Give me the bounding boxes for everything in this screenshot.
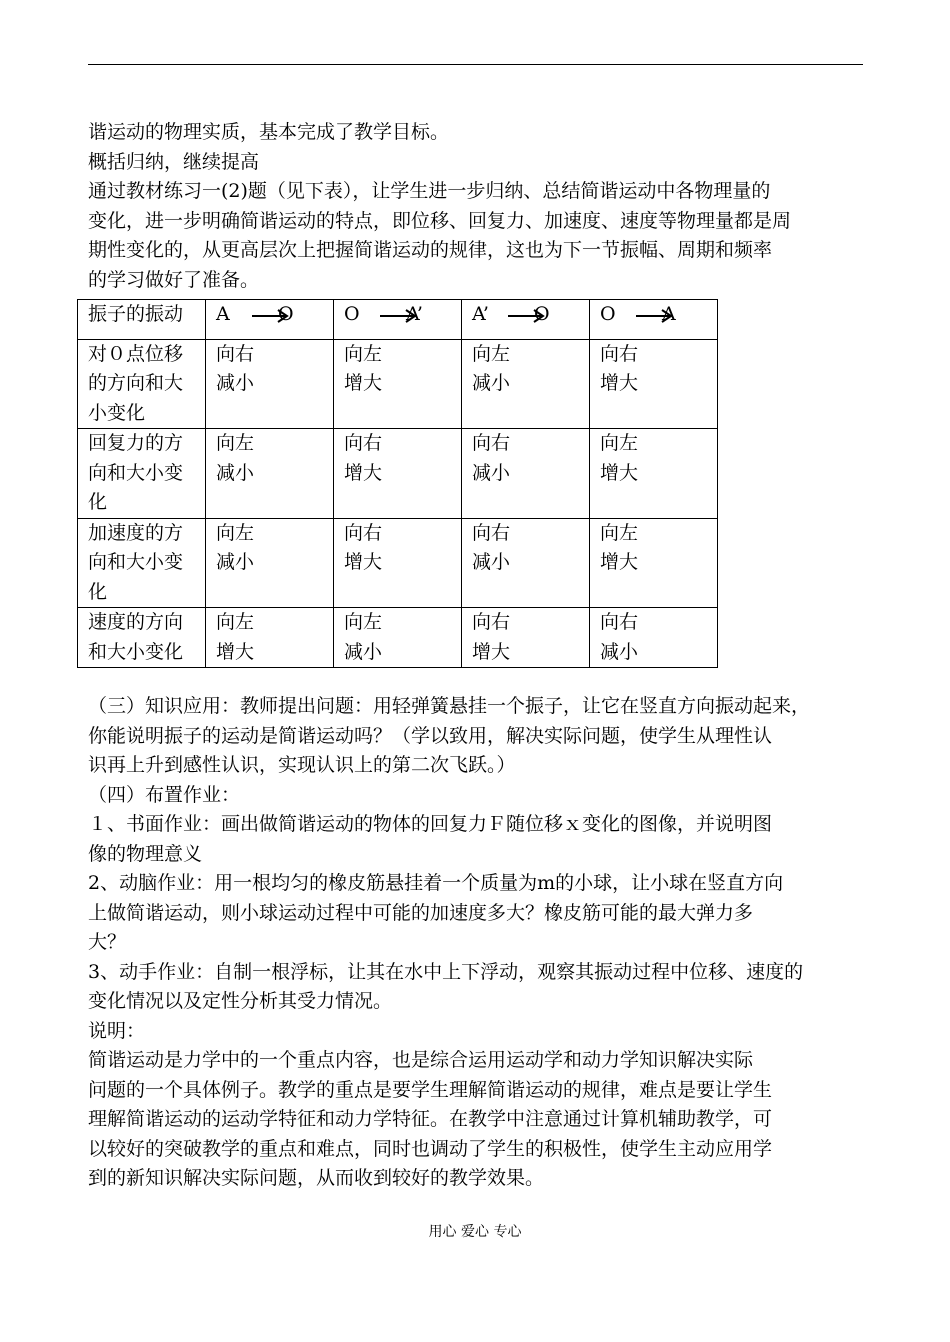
cell-direction: 向右	[472, 432, 511, 454]
table-cell	[334, 518, 462, 608]
intro-line: 变化，进一步明确简谐运动的特点，即位移、回复力、加速度、速度等物理量都是周	[88, 209, 792, 232]
direction-to: A’	[406, 303, 423, 325]
row-label-line: 回复力的方	[88, 432, 184, 454]
cell-magnitude: 减小	[472, 372, 511, 394]
table-cell	[206, 518, 334, 608]
body-line: （四）布置作业：	[88, 783, 241, 806]
cell-magnitude: 增大	[600, 372, 639, 394]
cell-direction: 向右	[216, 342, 255, 365]
body-line: （三）知识应用：教师提出问题：用轻弹簧悬挂一个振子，让它在竖直方向振动起来，	[88, 695, 811, 717]
body-line: 到的新知识解决实际问题，从而收到较好的教学效果。	[88, 1167, 545, 1189]
body-paragraph	[88, 692, 863, 1194]
cell-magnitude: 减小	[600, 640, 639, 663]
cell-magnitude: 减小	[472, 551, 511, 573]
cell-magnitude: 增大	[344, 461, 383, 484]
cell-magnitude: 减小	[216, 551, 255, 573]
body-line: 2、动脑作业：用一根均匀的橡皮筋悬挂着一个质量为m的小球，让小球在竖直方向	[88, 872, 784, 894]
table-cell	[334, 608, 462, 668]
table-header-row	[78, 300, 718, 340]
row-label-line: 向和大小变	[88, 461, 184, 484]
intro-line: 通过教材练习一(2)题（见下表），让学生进一步归纳、总结简谐运动中各物理量的	[88, 180, 771, 202]
row-label	[78, 429, 206, 519]
row-label-line: 向和大小变	[88, 551, 184, 573]
direction-from: O	[600, 303, 616, 325]
cell-direction: 向右	[600, 611, 639, 633]
direction-to: A	[662, 303, 676, 325]
intro-line: 概括归纳，继续提高	[88, 150, 260, 173]
cell-direction: 向右	[472, 611, 511, 633]
cell-magnitude: 增大	[600, 461, 639, 484]
body-line: 问题的一个具体例子。教学的重点是要学生理解简谐运动的规律，难点是要让学生	[88, 1078, 773, 1101]
table-cell	[590, 608, 718, 668]
row-label-line: 速度的方向	[88, 611, 184, 633]
cell-direction: 向右	[472, 521, 511, 544]
row-label	[78, 518, 206, 608]
row-label	[78, 608, 206, 668]
row-label-line: 和大小变化	[88, 640, 184, 663]
cell-direction: 向左	[216, 521, 255, 544]
column-header	[462, 300, 590, 340]
direction-from: A	[216, 303, 230, 325]
column-header	[590, 300, 718, 340]
cell-magnitude: 减小	[472, 461, 511, 484]
table-row	[78, 339, 718, 429]
intro-line: 谐运动的物理实质，基本完成了教学目标。	[88, 121, 450, 143]
cell-magnitude: 增大	[216, 640, 255, 663]
direction-to: O	[278, 303, 294, 325]
table-cell	[462, 339, 590, 429]
oscillation-table	[77, 299, 718, 668]
table-cell	[206, 339, 334, 429]
row-label-line: 对０点位移	[88, 342, 184, 365]
table-cell	[590, 339, 718, 429]
table-row	[78, 608, 718, 668]
body-line: 理解简谐运动的运动学特征和动力学特征。在教学中注意通过计算机辅助教学，可	[88, 1108, 773, 1130]
body-line: 上做简谐运动，则小球运动过程中可能的加速度多大？橡皮筋可能的最大弹力多	[88, 901, 754, 924]
table-cell	[462, 518, 590, 608]
body-line: 变化情况以及定性分析其受力情况。	[88, 990, 393, 1012]
cell-magnitude: 减小	[216, 372, 255, 394]
body-line: 以较好的突破教学的重点和难点，同时也调动了学生的积极性，使学生主动应用学	[88, 1137, 773, 1160]
direction-from: A’	[472, 303, 489, 325]
cell-magnitude: 减小	[344, 640, 383, 663]
body-line: 说明：	[88, 1019, 146, 1042]
table-row	[78, 518, 718, 608]
table-cell	[462, 429, 590, 519]
row-label-line: 化	[88, 491, 108, 513]
cell-direction: 向右	[344, 521, 383, 544]
intro-paragraph	[88, 118, 863, 295]
cell-magnitude: 增大	[344, 551, 383, 573]
table-cell	[206, 429, 334, 519]
row-label-line: 小变化	[88, 401, 146, 424]
cell-direction: 向左	[216, 432, 255, 454]
direction-to: O	[534, 303, 550, 325]
table-row	[78, 429, 718, 519]
column-header	[334, 300, 462, 340]
intro-line: 的学习做好了准备。	[88, 268, 260, 291]
table-cell	[462, 608, 590, 668]
direction-from: O	[344, 303, 360, 325]
cell-magnitude: 减小	[216, 461, 255, 484]
table-cell	[590, 518, 718, 608]
cell-magnitude: 增大	[472, 640, 511, 663]
row-label	[78, 339, 206, 429]
body-line: 大？	[88, 931, 127, 953]
table-cell	[206, 608, 334, 668]
row-label-line: 的方向和大	[88, 372, 184, 394]
body-line: １、书面作业：画出做简谐运动的物体的回复力Ｆ随位移ｘ变化的图像，并说明图	[88, 813, 773, 835]
body-line: 像的物理意义	[88, 842, 203, 865]
cell-direction: 向左	[344, 611, 383, 633]
body-line: 简谐运动是力学中的一个重点内容，也是综合运用运动学和动力学知识解决实际	[88, 1049, 754, 1071]
row-label-line: 加速度的方	[88, 521, 184, 544]
header-label: 振子的振动	[78, 300, 206, 340]
header-rule	[88, 64, 863, 65]
cell-direction: 向左	[600, 432, 639, 454]
table-cell	[334, 429, 462, 519]
page-footer: 用心 爱心 专心	[428, 1224, 522, 1240]
cell-direction: 向左	[344, 342, 383, 365]
table-cell	[590, 429, 718, 519]
cell-magnitude: 增大	[344, 372, 383, 394]
cell-direction: 向右	[600, 342, 639, 365]
body-line: 3、动手作业：自制一根浮标，让其在水中上下浮动，观察其振动过程中位移、速度的	[88, 960, 804, 983]
intro-line: 期性变化的，从更高层次上把握简谐运动的规律，这也为下一节振幅、周期和频率	[88, 239, 773, 261]
cell-direction: 向左	[600, 521, 639, 544]
cell-direction: 向左	[472, 342, 511, 365]
column-header	[206, 300, 334, 340]
body-line: 你能说明振子的运动是简谐运动吗？（学以致用，解决实际问题，使学生从理性认	[88, 724, 773, 747]
row-label-line: 化	[88, 580, 108, 603]
body-line: 识再上升到感性认识，实现认识上的第二次飞跃。）	[88, 754, 516, 776]
cell-magnitude: 增大	[600, 551, 639, 573]
cell-direction: 向右	[344, 432, 383, 454]
cell-direction: 向左	[216, 611, 255, 633]
table-cell	[334, 339, 462, 429]
